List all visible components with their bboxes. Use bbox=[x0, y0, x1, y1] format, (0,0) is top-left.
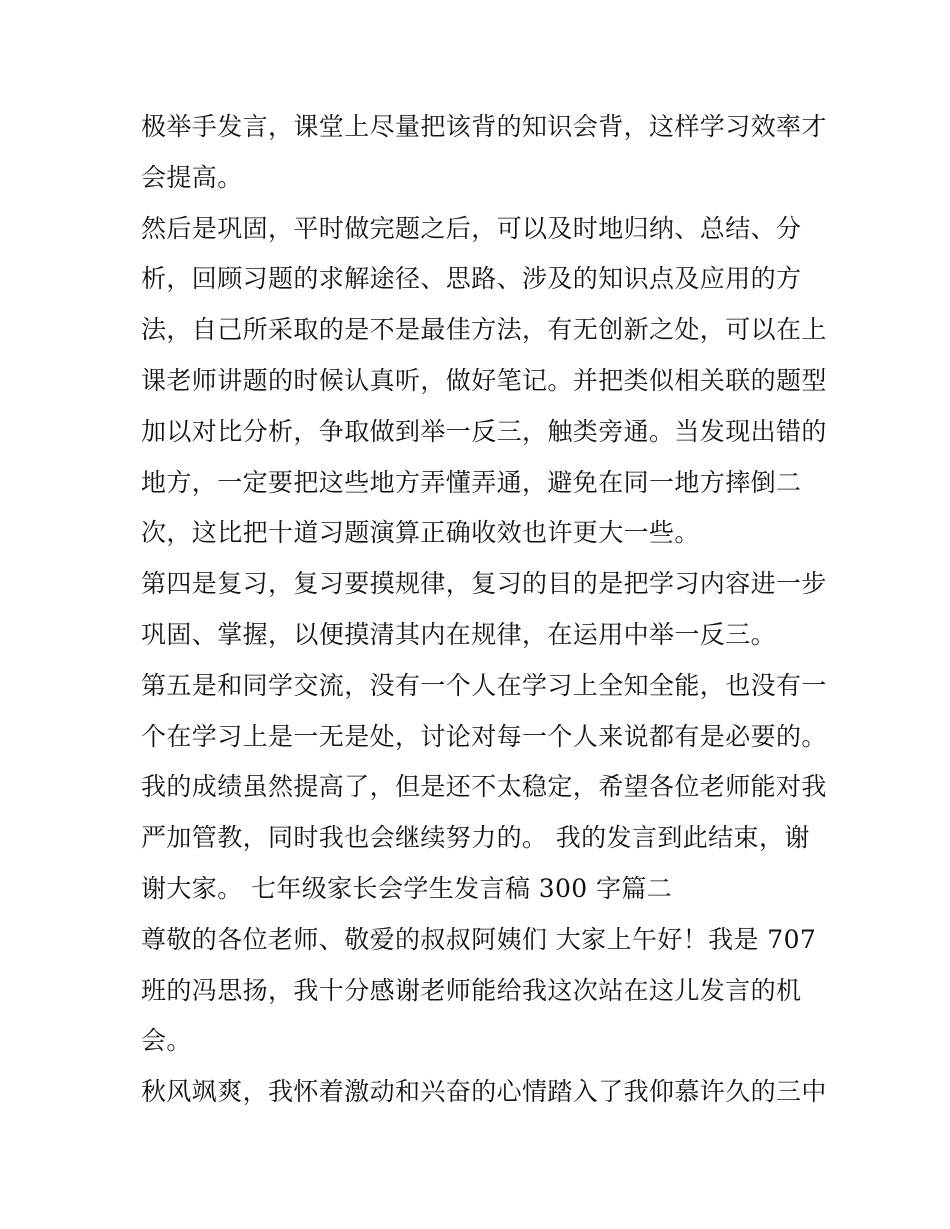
text-line: 班的冯思扬，我十分感谢老师能给我这次站在这儿发言的机 bbox=[141, 975, 802, 1005]
text-line: 会。 bbox=[141, 1026, 192, 1056]
text-line: 地方，一定要把这些地方弄懂弄通，避免在同一地方摔倒二 bbox=[141, 467, 802, 497]
text-line: 加以对比分析，争取做到举一反三，触类旁通。当发现出错的 bbox=[141, 416, 827, 446]
text-line: 谢大家。 七年级家长会学生发言稿 300 字篇二 bbox=[141, 873, 673, 903]
text-line: 巩固、掌握，以便摸清其内在规律，在运用中举一反三。 bbox=[141, 619, 777, 649]
text-line: 然后是巩固，平时做完题之后，可以及时地归纳、总结、分 bbox=[141, 213, 802, 243]
text-line: 次，这比把十道习题演算正确收效也许更大一些。 bbox=[141, 518, 700, 548]
document-body bbox=[141, 102, 827, 1118]
text-line: 我的成绩虽然提高了，但是还不太稳定，希望各位老师能对我 bbox=[141, 772, 827, 802]
text-line: 析，回顾习题的求解途径、思路、涉及的知识点及应用的方 bbox=[141, 264, 802, 294]
text-line: 严加管教，同时我也会继续努力的。 我的发言到此结束，谢 bbox=[141, 823, 810, 853]
text-line: 第五是和同学交流，没有一个人在学习上全知全能，也没有一 bbox=[141, 670, 827, 700]
text-line: 尊敬的各位老师、敬爱的叔叔阿姨们 大家上午好！我是 707 bbox=[141, 924, 817, 954]
text-line: 法，自己所采取的是不是最佳方法，有无创新之处，可以在上 bbox=[141, 315, 827, 345]
text-line: 秋风飒爽，我怀着激动和兴奋的心情踏入了我仰慕许久的三中 bbox=[141, 1077, 827, 1107]
text-line: 极举手发言，课堂上尽量把该背的知识会背，这样学习效率才 bbox=[141, 112, 827, 141]
text-line: 个在学习上是一无是处，讨论对每一个人来说都有是必要的。 bbox=[141, 721, 827, 751]
text-line: 课老师讲题的时候认真听，做好笔记。并把类似相关联的题型 bbox=[141, 365, 827, 395]
text-line: 第四是复习，复习要摸规律，复习的目的是把学习内容进一步 bbox=[141, 569, 827, 599]
text-line: 会提高。 bbox=[141, 162, 243, 192]
